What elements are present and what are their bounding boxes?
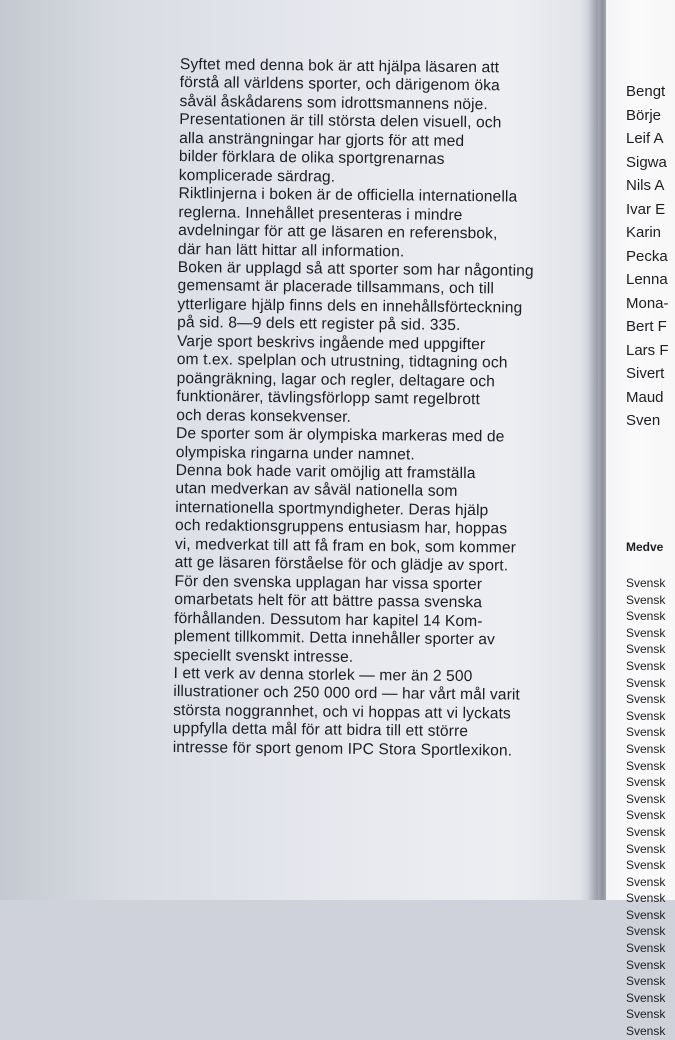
contributor-item: Svensk bbox=[626, 592, 666, 607]
contributor-item: Svensk bbox=[626, 625, 666, 640]
intro-line: omarbetats helt för att bättre passa svenska bbox=[174, 591, 483, 612]
intro-line: och redaktionsgruppens entusiasm har, hoppas bbox=[174, 517, 508, 538]
right-page bbox=[606, 0, 675, 1039]
intro-line: intresse för sport genom IPC Stora Sportlexikon. bbox=[172, 738, 513, 760]
contributor-item: Svensk bbox=[626, 891, 666, 906]
intro-line: internationella sportmyndigheter. Deras hjälp bbox=[175, 498, 489, 520]
contributor-item: Svensk bbox=[626, 692, 666, 707]
intro-line: olympiska ringarna under namnet. bbox=[175, 443, 415, 463]
staff-name: Leif A bbox=[626, 130, 664, 147]
contributor-item: Svensk bbox=[626, 1024, 666, 1039]
staff-name: Sigwa bbox=[626, 153, 667, 171]
intro-line: på sid. 8—9 dels ett register på sid. 335. bbox=[177, 314, 461, 335]
intro-line: avdelningar för att ge läsaren en referensbok, bbox=[178, 222, 498, 243]
contributor-item: Svensk bbox=[626, 941, 666, 956]
intro-line: förhållanden. Dessutom har kapitel 14 Kom- bbox=[174, 609, 483, 630]
intro-line: största noggrannhet, och vi hoppas att vi lyckats bbox=[173, 701, 511, 723]
contributor-item: Svensk bbox=[626, 858, 666, 873]
contributor-item: Svensk bbox=[626, 824, 666, 839]
intro-line: gemensamt är placerade tillsammans, och till bbox=[177, 277, 495, 298]
contributor-item: Svensk bbox=[626, 924, 666, 939]
intro-line: Varje sport beskrivs ingående med uppgifter bbox=[176, 332, 486, 354]
contributors-list bbox=[626, 575, 665, 1040]
contributor-item: Svensk bbox=[626, 775, 666, 790]
intro-line: plement tillkommit. Detta innehåller sporter av bbox=[173, 628, 496, 649]
intro-line: poängräkning, lagar och regler, deltagare och bbox=[176, 369, 496, 391]
contributor-item: Svensk bbox=[626, 576, 666, 590]
contributor-item: Svensk bbox=[626, 791, 666, 806]
contributor-item: Svensk bbox=[626, 708, 666, 723]
intro-line: speciellt svenskt intresse. bbox=[173, 646, 354, 666]
contributors-heading: Medve bbox=[626, 540, 664, 554]
staff-name: Mona- bbox=[626, 294, 669, 312]
contributor-item: Svensk bbox=[626, 741, 666, 756]
intro-line: I ett verk av denna storlek — mer än 2 500 bbox=[173, 664, 473, 686]
staff-name: Lars F bbox=[626, 341, 669, 359]
staff-name: Pecka bbox=[626, 247, 668, 265]
contributor-item: Svensk bbox=[626, 808, 666, 823]
contributor-item: Svensk bbox=[626, 974, 666, 989]
intro-line: att ge läsaren förståelse för och glädje av sport. bbox=[174, 554, 509, 575]
contributor-item: Svensk bbox=[626, 874, 666, 889]
contributor-item: Svensk bbox=[626, 907, 666, 922]
intro-line: Syftet med denna bok är att hjälpa läsaren att bbox=[179, 56, 500, 77]
contributor-item: Svensk bbox=[626, 725, 666, 740]
staff-name: Sivert bbox=[626, 365, 665, 382]
staff-name: Sven bbox=[626, 412, 661, 429]
intro-line: bilder förklara de olika sportgrenarnas bbox=[178, 148, 445, 169]
intro-line: vi, medverkat till att få fram en bok, som kommer bbox=[174, 535, 517, 557]
contributor-item: Svensk bbox=[626, 957, 666, 972]
intro-line: Boken är upplagd så att sporter som har någonting bbox=[177, 258, 534, 280]
intro-line: De sporter som är olympiska markeras med de bbox=[175, 425, 505, 446]
staff-name-list bbox=[626, 80, 669, 433]
intro-line: illustrationer och 250 000 ord — har vårt mål varit bbox=[173, 683, 521, 705]
intro-line: För den svenska upplagan har vissa sporter bbox=[174, 572, 483, 593]
staff-name: Maud bbox=[626, 388, 664, 406]
intro-line: såväl åskådarens som idrottsmannens nöje. bbox=[179, 92, 488, 114]
staff-name: Ivar E bbox=[626, 200, 666, 218]
contributor-item: Svensk bbox=[626, 990, 666, 1005]
intro-line: reglerna. Innehållet presenteras i mindre bbox=[178, 203, 463, 224]
contributor-item: Svensk bbox=[626, 1007, 666, 1022]
intro-line: om t.ex. spelplan och utrustning, tidtagning och bbox=[176, 351, 508, 372]
staff-name: Lenna bbox=[626, 271, 668, 288]
contributor-item: Svensk bbox=[626, 841, 666, 856]
contributor-item: Svensk bbox=[626, 642, 666, 657]
intro-line: och deras konsekvenser. bbox=[176, 406, 352, 426]
intro-line: ytterligare hjälp finns dels en innehållsförteckning bbox=[177, 295, 523, 317]
intro-line: uppfylla detta mål för att bidra till ett större bbox=[172, 720, 469, 741]
intro-line: förstå all världens sporter, och därigenom öka bbox=[179, 74, 500, 95]
staff-name: Karin bbox=[626, 224, 662, 241]
contributor-item: Svensk bbox=[626, 609, 666, 624]
intro-text bbox=[173, 56, 590, 761]
intro-line: Presentationen är till största delen visuell, och bbox=[179, 111, 502, 132]
intro-line: utan medverkan av såväl nationella som bbox=[175, 480, 458, 501]
staff-name: Nils A bbox=[626, 177, 665, 194]
intro-line: komplicerade särdrag. bbox=[178, 166, 336, 186]
intro-line: funktionärer, tävlingsförlopp samt regelbrott bbox=[176, 388, 481, 409]
staff-name: Bengt bbox=[626, 83, 666, 100]
contributor-item: Svensk bbox=[626, 658, 666, 673]
contributor-item: Svensk bbox=[626, 758, 666, 773]
staff-name: Bert F bbox=[626, 318, 667, 335]
intro-line: alla ansträngningar har gjorts för att med bbox=[179, 129, 465, 150]
intro-line: där han lätt hittar all information. bbox=[177, 240, 405, 260]
staff-name: Börje bbox=[626, 106, 662, 124]
intro-line: Denna bok hade varit omöjlig att framställa bbox=[175, 461, 476, 483]
intro-line: Riktlinjerna i boken är de officiella internationella bbox=[178, 185, 518, 206]
contributor-item: Svensk bbox=[626, 675, 666, 690]
